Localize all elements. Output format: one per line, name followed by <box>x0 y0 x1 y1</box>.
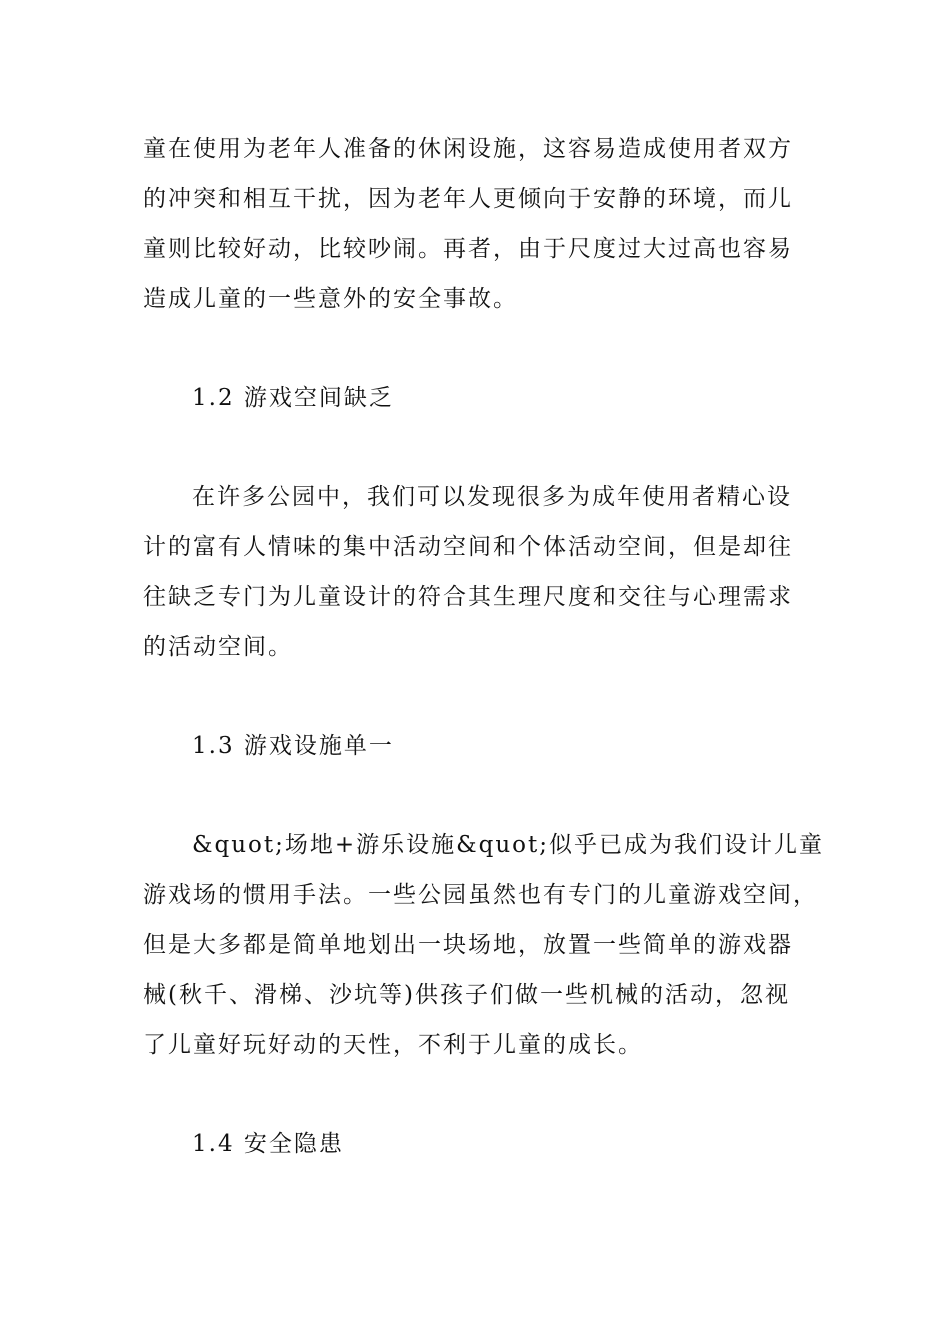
paragraph-line: 游戏场的惯用手法。一些公园虽然也有专门的儿童游戏空间， <box>143 882 818 908</box>
section-heading: 1.2 游戏空间缺乏 <box>192 385 394 411</box>
paragraph-line: 的活动空间。 <box>143 634 293 660</box>
paragraph-line: 但是大多都是简单地划出一块场地，放置一些简单的游戏器 <box>143 932 793 958</box>
paragraph-line: 童则比较好动，比较吵闹。再者，由于尺度过大过高也容易 <box>143 236 793 262</box>
paragraph-line: 计的富有人情味的集中活动空间和个体活动空间，但是却往 <box>143 534 793 560</box>
paragraph-line: 造成儿童的一些意外的安全事故。 <box>143 286 518 312</box>
paragraph-line: 童在使用为老年人准备的休闲设施，这容易造成使用者双方 <box>143 136 793 162</box>
paragraph-line: 在许多公园中，我们可以发现很多为成年使用者精心设 <box>192 484 792 510</box>
section-heading: 1.3 游戏设施单一 <box>192 733 394 759</box>
section-heading: 1.4 安全隐患 <box>192 1131 344 1157</box>
paragraph-line: 往缺乏专门为儿童设计的符合其生理尺度和交往与心理需求 <box>143 584 793 610</box>
paragraph-line: 了儿童好玩好动的天性，不利于儿童的成长。 <box>143 1032 643 1058</box>
paragraph-line: 的冲突和相互干扰，因为老年人更倾向于安静的环境，而儿 <box>143 186 793 212</box>
paragraph-line: 械(秋千、滑梯、沙坑等)供孩子们做一些机械的活动，忽视 <box>143 982 790 1008</box>
paragraph-line: &quot;场地+游乐设施&quot;似乎已成为我们设计儿童 <box>192 832 824 858</box>
